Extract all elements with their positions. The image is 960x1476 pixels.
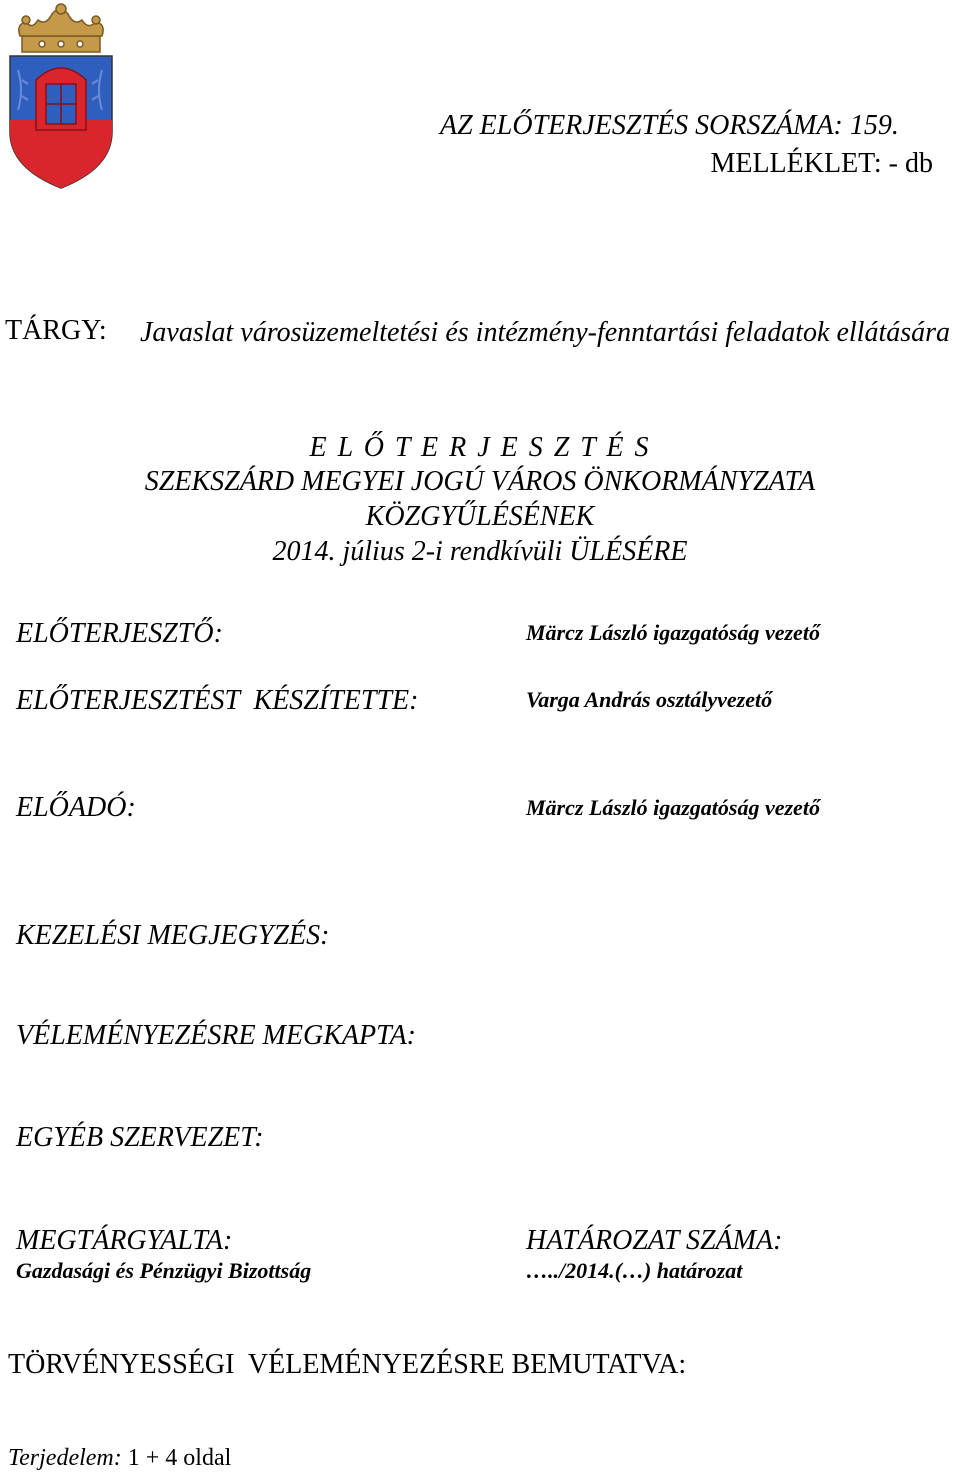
terjedelem	[8, 1445, 231, 1472]
shield-icon	[10, 56, 112, 188]
velemenyezesre-megkapta-label: VÉLEMÉNYEZÉSRE MEGKAPTA:	[16, 1020, 416, 1051]
egyeb-szervezet-label: EGYÉB SZERVEZET:	[16, 1122, 264, 1153]
terjedelem-label: Terjedelem:	[8, 1445, 122, 1471]
targy-text: Javaslat városüzemeltetési és intézmény-fenntartási feladatok ellátására	[140, 317, 951, 348]
keszitette-value: Varga András osztályvezető	[526, 687, 773, 712]
eloado-value: Märcz László igazgatóság vezető	[526, 795, 820, 820]
title-line-2: SZEKSZÁRD MEGYEI JOGÚ VÁROS ÖNKORMÁNYZATA	[144, 466, 816, 497]
melleklet-line: MELLÉKLET: - db	[710, 148, 933, 179]
document-title: E L Ő T E R J E S Z T É S	[309, 432, 651, 463]
megtargyalta-value: Gazdasági és Pénzügyi Bizottság	[16, 1258, 312, 1283]
title-line-4: 2014. július 2-i rendkívüli ÜLÉSÉRE	[272, 536, 688, 567]
eloterjeszto-label: ELŐTERJESZTŐ:	[16, 618, 223, 649]
title-line-3: KÖZGYŰLÉSÉNEK	[365, 501, 595, 532]
hatarozat-szama-label: HATÁROZAT SZÁMA:	[526, 1225, 783, 1256]
terjedelem-value: 1 + 4 oldal	[121, 1445, 232, 1471]
eloterjeszto-value: Märcz László igazgatóság vezető	[526, 620, 820, 645]
eloado-label: ELŐADÓ:	[16, 792, 136, 823]
kezelesi-megjegyzes-label: KEZELÉSI MEGJEGYZÉS:	[16, 920, 330, 951]
targy-label: TÁRGY:	[5, 315, 107, 346]
sorszam-line: AZ ELŐTERJESZTÉS SORSZÁMA: 159.	[440, 110, 899, 141]
torvenyessegi-label: TÖRVÉNYESSÉGI VÉLEMÉNYEZÉSRE BEMUTATVA:	[8, 1349, 687, 1380]
keszitette-label: ELŐTERJESZTÉST KÉSZÍTETTE:	[16, 685, 419, 716]
megtargyalta-label: MEGTÁRGYALTA:	[16, 1225, 233, 1256]
hatarozat-szama-value: …../2014.(…) határozat	[526, 1258, 743, 1283]
coat-of-arms-icon	[2, 0, 120, 192]
crown-icon	[19, 4, 103, 52]
